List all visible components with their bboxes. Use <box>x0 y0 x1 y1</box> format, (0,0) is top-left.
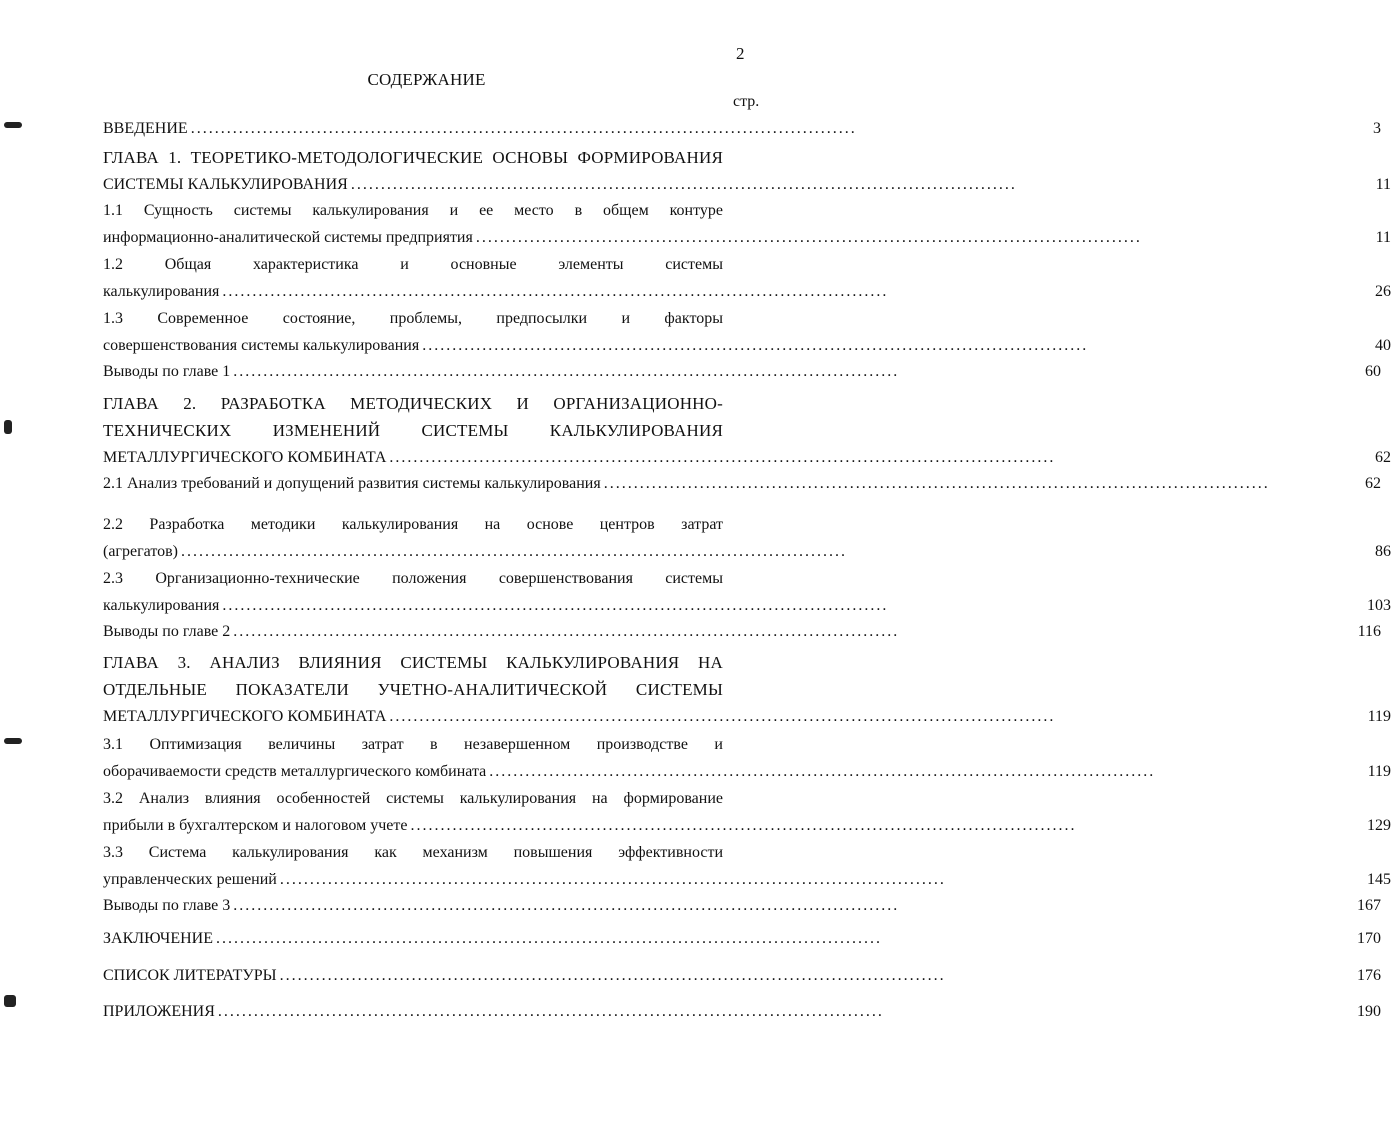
toc-entry-title-line: оборачиваемости средств металлургического комбината . . . <box>103 758 713 785</box>
toc-entry-title: ПРИЛОЖЕНИЯ . . . <box>103 998 713 1025</box>
scan-mark <box>4 420 12 434</box>
toc-entry-page: 40 <box>1375 337 1391 354</box>
toc-entry-page: 167 <box>1357 897 1381 914</box>
toc-entry-title-line: 1.2 Общая характеристика и основные элементы системы <box>103 256 723 273</box>
toc-entry-conclusions-2[interactable] <box>103 618 1381 645</box>
toc-entry-page: 145 <box>1367 871 1391 888</box>
toc-entry-title-line: прибыли в бухгалтерском и налоговом учете . . . <box>103 812 713 839</box>
toc-entry-references[interactable] <box>103 962 1381 989</box>
toc-entry-title-line: 2.3 Организационно-технические положения совершенствования системы <box>103 570 723 587</box>
toc-entry-title: Выводы по главе 1 . . . <box>103 358 713 385</box>
toc-entry-conclusions-3[interactable] <box>103 892 1381 919</box>
toc-entry-page: 129 <box>1367 817 1391 834</box>
scan-mark <box>4 995 16 1007</box>
page-column-label: стр. <box>733 93 760 110</box>
toc-entry-conclusion[interactable] <box>103 925 1381 952</box>
toc-entry-title-line: ТЕХНИЧЕСКИХ ИЗМЕНЕНИЙ СИСТЕМЫ КАЛЬКУЛИРОВАНИЯ <box>103 421 723 440</box>
toc-entry-title-line: 2.2 Разработка методики калькулирования на основе центров затрат <box>103 516 723 533</box>
toc-entry-chapter-1[interactable] <box>103 144 1391 198</box>
toc-entry-page: 170 <box>1357 930 1381 947</box>
toc-entry-title: СПИСОК ЛИТЕРАТУРЫ . . . <box>103 962 713 989</box>
toc-entry-title-line: МЕТАЛЛУРГИЧЕСКОГО КОМБИНАТА . . . <box>103 444 713 471</box>
toc-entry-page: 119 <box>1367 708 1391 725</box>
toc-entry-section-3-2[interactable] <box>103 785 1391 839</box>
toc-entry-section-3-1[interactable] <box>103 731 1391 785</box>
toc-entry-title: ВВЕДЕНИЕ . . . <box>103 115 713 142</box>
toc-entry-title-line: управленческих решений . . . <box>103 866 713 893</box>
toc-entry-title-line: СИСТЕМЫ КАЛЬКУЛИРОВАНИЯ . . . <box>103 171 713 198</box>
toc-entry-section-3-3[interactable] <box>103 839 1391 893</box>
toc-entry-title-line: 1.3 Современное состояние, проблемы, предпосылки и факторы <box>103 310 723 327</box>
toc-entry-page: 176 <box>1357 967 1381 984</box>
toc-entry-section-2-2[interactable] <box>103 511 1391 565</box>
toc-entry-title-line: ГЛАВА 1. ТЕОРЕТИКО-МЕТОДОЛОГИЧЕСКИЕ ОСНОВЫ ФОРМИРОВАНИЯ <box>103 148 723 167</box>
toc-entry-title-line: 3.1 Оптимизация величины затрат в незавершенном производстве и <box>103 736 723 753</box>
toc-entry-page: 3 <box>1373 120 1381 137</box>
page-title: СОДЕРЖАНИЕ <box>367 70 486 89</box>
toc-entry-conclusions-1[interactable] <box>103 358 1381 385</box>
toc-entry-section-2-3[interactable] <box>103 565 1391 619</box>
toc-entry-title-line: ГЛАВА 2. РАЗРАБОТКА МЕТОДИЧЕСКИХ И ОРГАНИЗАЦИОННО- <box>103 394 723 413</box>
toc-entry-page: 11 <box>1375 176 1391 193</box>
toc-entry-page: 86 <box>1375 543 1391 560</box>
toc-entry-title-line: информационно-аналитической системы предприятия . . . <box>103 224 713 251</box>
toc-entry-title-line: калькулирования . . . <box>103 592 713 619</box>
toc-entry-page: 11 <box>1375 229 1391 246</box>
toc-entry-introduction[interactable] <box>103 115 1381 142</box>
toc-entry-page: 62 <box>1375 449 1391 466</box>
toc-entry-title-line: (агрегатов) . . . <box>103 538 713 565</box>
toc-entry-title-line: совершенствования системы калькулирования . . . <box>103 332 713 359</box>
scan-mark <box>4 738 22 744</box>
toc-entry-page: 26 <box>1375 283 1391 300</box>
toc-entry-appendices[interactable] <box>103 998 1381 1025</box>
toc-entry-title-line: ГЛАВА 3. АНАЛИЗ ВЛИЯНИЯ СИСТЕМЫ КАЛЬКУЛИРОВАНИЯ НА <box>103 653 723 672</box>
toc-entry-title-line: МЕТАЛЛУРГИЧЕСКОГО КОМБИНАТА . . . <box>103 703 713 730</box>
scan-mark <box>4 122 22 128</box>
toc-entry-chapter-3[interactable] <box>103 649 1391 730</box>
toc-entry-page: 62 <box>1365 475 1381 492</box>
toc-entry-title-line: 3.2 Анализ влияния особенностей системы калькулирования на формирование <box>103 790 723 807</box>
toc-entry-page: 119 <box>1367 763 1391 780</box>
toc-entry-page: 190 <box>1357 1003 1381 1020</box>
page-number: 2 <box>736 44 745 63</box>
toc-entry-section-1-1[interactable] <box>103 197 1391 251</box>
toc-entry-title: Выводы по главе 2 . . . <box>103 618 713 645</box>
toc-entry-section-1-3[interactable] <box>103 305 1391 359</box>
toc-entry-title: 2.1 Анализ требований и допущений развития системы калькулирования . . . <box>103 470 713 497</box>
toc-entry-page: 103 <box>1367 597 1391 614</box>
toc-entry-title-line: ОТДЕЛЬНЫЕ ПОКАЗАТЕЛИ УЧЕТНО-АНАЛИТИЧЕСКОЙ СИСТЕМЫ <box>103 680 723 699</box>
toc-entry-title-line: калькулирования . . . <box>103 278 713 305</box>
toc-entry-chapter-2[interactable] <box>103 390 1391 471</box>
toc-entry-page: 116 <box>1357 623 1381 640</box>
toc-entry-title: ЗАКЛЮЧЕНИЕ . . . <box>103 925 713 952</box>
toc-entry-section-2-1[interactable] <box>103 470 1381 497</box>
toc-entry-title: Выводы по главе 3 . . . <box>103 892 713 919</box>
toc-entry-page: 60 <box>1365 363 1381 380</box>
toc-entry-title-line: 1.1 Сущность системы калькулирования и ее место в общем контуре <box>103 202 723 219</box>
toc-entry-section-1-2[interactable] <box>103 251 1391 305</box>
toc-entry-title-line: 3.3 Система калькулирования как механизм повышения эффективности <box>103 844 723 861</box>
